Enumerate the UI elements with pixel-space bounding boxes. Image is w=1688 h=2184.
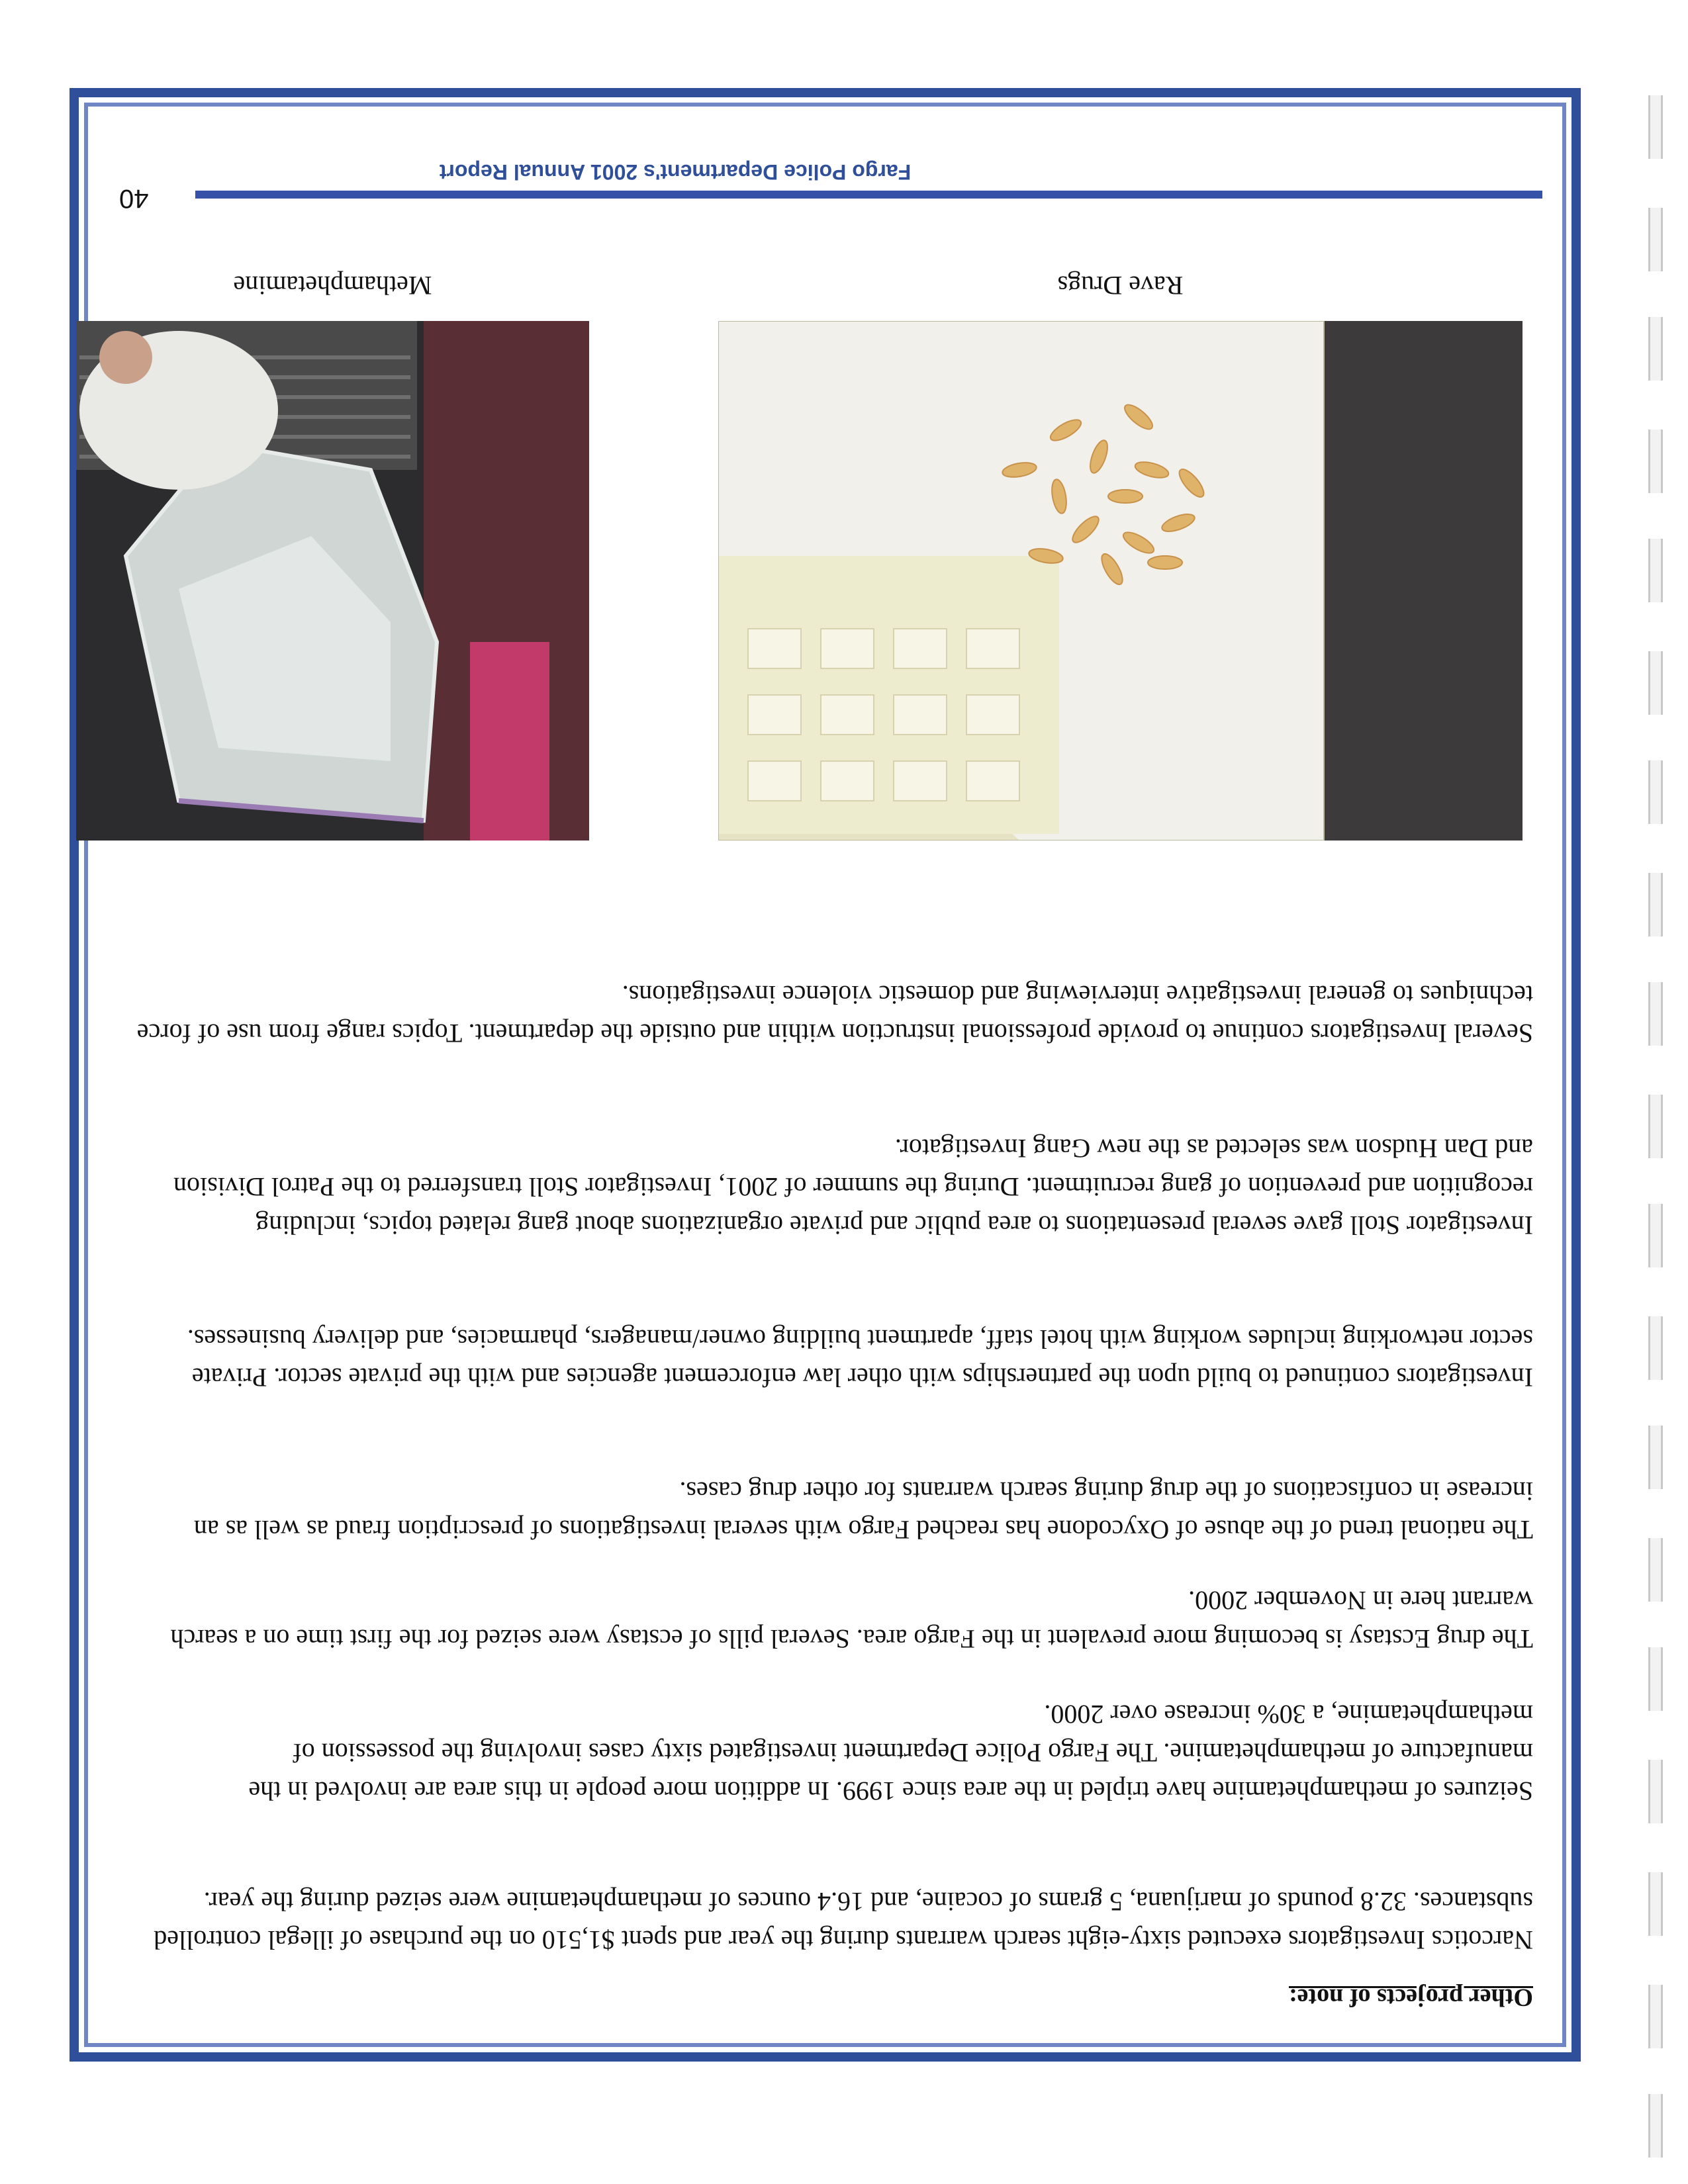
binding-hole xyxy=(1648,982,1663,1046)
binding-hole xyxy=(1648,208,1663,271)
paragraph-ecstasy: The drug Ecstasy is becoming more prevalent in the Fargo area. Several pills of ecstasy were seized for the first time on a search warrant here in November 2000. xyxy=(170,1586,1533,1654)
paragraph-oxycodone: The national trend of the abuse of Oxycodone has reached Fargo with several investigations of prescription fraud as well as an increase in confiscations of the drug during search warrants for other drug cases. xyxy=(193,1477,1533,1545)
page-content xyxy=(106,119,1542,2025)
binding-hole xyxy=(1648,1316,1663,1380)
methamphetamine-caption: Methamphetamine xyxy=(233,271,432,300)
binding-hole xyxy=(1648,1426,1663,1489)
binding-hole xyxy=(1648,2094,1663,2158)
page-number: 40 xyxy=(119,184,149,213)
binding-hole xyxy=(1648,1985,1663,2048)
paragraph-methamphetamine: Seizures of methamphetamine have tripled in the area since 1999. In addition more people in this area are involved in the manufacture of methamphetamine. The Fargo Police Department investigated sixty cases involving the possession of methamphetamine, a 30% increase over 2000. xyxy=(248,1700,1533,1806)
methamphetamine-illustration xyxy=(76,321,589,841)
binding-hole xyxy=(1648,1204,1663,1267)
section-heading: Other projects of note: xyxy=(1289,1983,1533,2011)
binding-hole xyxy=(1648,1095,1663,1158)
paragraph-search-warrants: Narcotics Investigators executed sixty-eight search warrants during the year and spent $1,510 on the purchase of illegal controlled substances. 32.8 pounds of marijuana, 5 grams of cocaine, and 16.4 ounces of methamphetamine were seized during the year. xyxy=(154,1887,1533,1955)
rave-drugs-photo xyxy=(718,321,1523,841)
binding-hole xyxy=(1648,1647,1663,1711)
paragraph-gang-presentations: Investigator Stoll gave several presentations to area public and private organizations about gang related topics, including recognition and prevention of gang recruitment. During the summer of 2001, Investigator Stoll transferred to the Patrol Division and Dan Hudson was selected as the new Gang Investigator. xyxy=(173,1134,1533,1240)
paragraph-instruction: Several Investigators continue to provide professional instruction within and outside the department. Topics range from use of force techniques to general investigative interviewing and domestic violence investigations. xyxy=(136,980,1533,1048)
binding-hole xyxy=(1648,873,1663,936)
binding-hole xyxy=(1648,317,1663,381)
rave-drugs-caption: Rave Drugs xyxy=(1057,271,1184,300)
binding-hole xyxy=(1648,430,1663,493)
methamphetamine-photo xyxy=(76,321,589,841)
binding-hole xyxy=(1648,1872,1663,1936)
binding-hole xyxy=(1648,1538,1663,1602)
binding-hole xyxy=(1648,760,1663,824)
binding-hole xyxy=(1648,95,1663,159)
footer-rule xyxy=(195,191,1542,199)
binding-hole xyxy=(1648,1760,1663,1823)
paragraph-partnerships: Investigators continued to build upon the partnerships with other law enforcement agencies and with the private sector. Private sector networking includes working with hotel staff, apartment building owner/managers, pharmacies, and delivery businesses. xyxy=(187,1324,1533,1392)
rave-drugs-illustration xyxy=(718,321,1523,841)
footer-report-title: Fargo Police Department's 2001 Annual Report xyxy=(439,160,912,184)
binding-hole xyxy=(1648,539,1663,602)
binding-hole xyxy=(1648,651,1663,715)
binding-strip xyxy=(1625,0,1688,2184)
